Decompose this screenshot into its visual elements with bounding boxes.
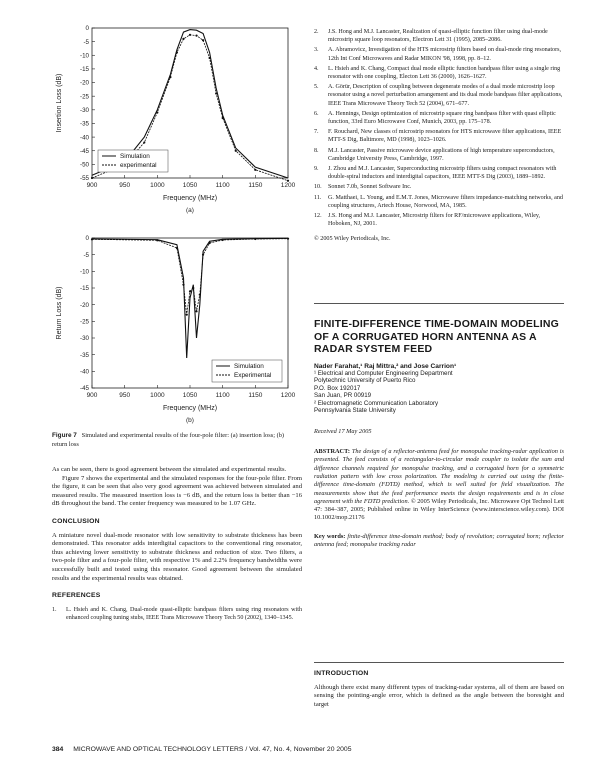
data-point: [156, 239, 158, 241]
y-axis-label: Insertion Loss (dB): [56, 73, 63, 133]
data-point: [195, 35, 197, 37]
paragraph: Although there exist many different types of tracking-radar systems, all of them are based on sensing the pointing-angle error, which is defined as the angle between the boresight and target: [314, 683, 564, 708]
data-point: [209, 57, 211, 59]
y-axis-label: Return Loss (dB): [56, 286, 63, 340]
y-tick-label: -50: [80, 161, 89, 169]
reference-number: 3.: [314, 47, 319, 54]
affiliation-line: Pennsylvania State University: [314, 407, 396, 415]
keywords: [314, 533, 564, 550]
data-point: [202, 39, 204, 41]
y-tick-label: -45: [80, 385, 89, 393]
data-point: [195, 310, 197, 312]
y-tick-label: -30: [80, 107, 89, 115]
reference-number: 10.: [314, 184, 322, 191]
section-heading-conclusion: CONCLUSION: [52, 517, 100, 525]
data-point: [182, 38, 184, 40]
reference-item: [314, 110, 564, 126]
y-tick-label: -5: [83, 251, 89, 259]
reference-number: 1.: [52, 606, 57, 613]
reference-item: [314, 46, 564, 62]
data-point: [192, 287, 194, 289]
x-tick-label: 1150: [248, 392, 263, 399]
data-point: [202, 254, 204, 256]
reference-text: G. Matthaei, L. Young, and E.M.T. Jones, Microwave filters impedance-matching networks, and coupling structures, Artech House, Norwood, MA, 1985.: [328, 194, 563, 209]
abstract-label: ABSTRACT:: [314, 448, 350, 456]
chart-return-loss: [52, 224, 302, 429]
received-date: Received 17 May 2005: [314, 428, 372, 436]
reference-item: [314, 165, 564, 181]
data-point: [176, 247, 178, 249]
keywords-divider: [314, 662, 564, 663]
copyright-line: © 2005 Wiley Periodicals, Inc.: [314, 235, 391, 243]
affiliation-line: ² Electromagnetic Communication Laboratory: [314, 399, 439, 407]
figure-caption: [52, 432, 300, 449]
legend-entry: Simulation: [120, 153, 150, 160]
affiliation-line: Polytechnic University of Puerto Rico: [314, 377, 416, 385]
y-tick-label: -35: [80, 120, 89, 128]
y-tick-label: -5: [83, 38, 89, 46]
x-tick-label: 1150: [248, 182, 263, 189]
abstract-citation: © 2005 Wiley Periodicals, Inc. Microwave Opt Technol Lett 47: 384–387, 2005; Published online in Wiley InterScience (www.interscience.wiley.com). DOI 10.1002/mop.21176: [314, 497, 564, 522]
reference-item: [314, 28, 564, 44]
y-tick-label: -20: [80, 301, 89, 309]
data-point: [189, 290, 191, 292]
x-tick-label: 1050: [182, 392, 198, 399]
section-heading-introduction: INTRODUCTION: [314, 670, 369, 677]
x-tick-label: 1200: [280, 392, 296, 399]
article-title: FINITE-DIFFERENCE TIME-DOMAIN MODELING OF A CORRUGATED HORN ANTENNA AS A RADAR SYSTEM FEED: [314, 318, 560, 355]
data-point: [287, 180, 289, 182]
introduction: [314, 670, 564, 709]
caption-text: Simulated and experimental results of the four-pole filter: (a) insertion loss; (b) return loss: [52, 432, 285, 448]
reference-item: [314, 183, 564, 191]
data-point: [222, 239, 224, 241]
affiliation-1: [314, 370, 564, 400]
reference-number: 9.: [314, 166, 319, 173]
x-tick-label: 950: [119, 182, 131, 189]
page-number: 384: [52, 746, 64, 753]
affiliation-line: San Juan, PR 00919: [314, 392, 372, 400]
x-tick-label: 900: [86, 182, 98, 189]
reference-list: [52, 606, 302, 622]
y-tick-label: -15: [80, 66, 89, 74]
affiliation-line: ¹ Electrical and Computer Engineering Department: [314, 369, 453, 377]
data-point: [235, 150, 237, 152]
panel-label: (a): [186, 207, 194, 214]
reference-text: A. Abramovicz, Investigation of the HTS microstrip filters based on dual-mode ring resonators, 12th Int Conf Microwaves and Radar MIKON '98, 1998, pp. 8–12.: [328, 47, 562, 62]
reference-text: F. Rouchard, New classes of microstrip resonators for HTS microwave filter applications, IEEE MTT-S Dig, Baltimore, MD (1998), 1023–1026.: [328, 129, 562, 144]
reference-number: 7.: [314, 129, 319, 136]
legend-entry: experimental: [120, 162, 157, 169]
reference-text: J. Zhou and M.J. Lancaster, Superconducting microstrip filters using compact resonators with double-spiral inductors and interdigital capacitors, IEEE MTT-S Dig (2003), 1889–1892.: [328, 166, 557, 181]
data-point: [176, 51, 178, 53]
reference-text: L. Hsieh and K. Chang, Dual-mode quasi-elliptic bandpass filters using ring resonators with enhanced coupling tuning stubs, IEEE Trans Microwave Theory Tech 50 (2002), 1340–1345.: [66, 606, 302, 621]
data-point: [189, 34, 191, 36]
y-tick-label: 0: [85, 25, 89, 33]
y-tick-label: -15: [80, 285, 89, 293]
caption-label: Figure 7: [52, 432, 77, 439]
data-point: [215, 92, 217, 94]
panel-label: (b): [186, 417, 194, 424]
keywords-text: finite-difference time-domain method; body of revolution; corrugated horn; reflector antenna feed; monopulse tracking radar: [314, 532, 565, 549]
reference-number: 6.: [314, 110, 319, 117]
reference-text: M.J. Lancaster, Passive microwave device applications of high temperature superconductors, Cambridge University Press, Cambridge, 1997.: [328, 147, 555, 162]
keywords-label: Key words:: [314, 532, 346, 540]
section-heading-references: REFERENCES: [52, 592, 101, 600]
article-divider: [314, 303, 564, 304]
reference-item: [314, 83, 564, 108]
reference-item: [314, 194, 564, 210]
reference-item: [314, 212, 564, 228]
y-tick-label: 0: [85, 235, 89, 243]
x-tick-label: 1100: [215, 182, 230, 189]
data-point: [254, 169, 256, 171]
data-point: [186, 314, 188, 316]
reference-number: 8.: [314, 147, 319, 154]
reference-number: 4.: [314, 65, 319, 72]
abstract-body: The design of a reflector-antenna feed for monopulse tracking-radar application is presented. The feed consists of a rectangular-to-circular mode coupler to isolate the sum and difference channels required for monopulse tracking, and a corrugated horn for a symmetric radiation pattern with low cross polarization. The modeling is carried out using the finite-difference time-domain (FDTD) method, which is well suited for field visualization. The measurements show that the feed performance meets the design requirements and is in close agreement with the FDTD prediction.: [314, 448, 565, 505]
data-point: [91, 177, 93, 179]
figure-7: [52, 14, 302, 429]
reference-text: A. Hennings, Design optimization of microstrip square ring bandpass filter with quasi elliptic function, 33rd Euro Microwave Conf, Munich, 2003, pp. 175–178.: [328, 110, 556, 126]
data-point: [143, 141, 145, 143]
reference-text: A. Görür, Description of coupling between degenerate modes of a dual mode microstrip loop resonator using a novel perturbation arrangement and its dual mode bandpass filter applications, IEEE Trans Microwave Theory Tech 52 (2004), 671–677.: [328, 84, 563, 107]
reference-text: J.S. Hong and M.J. Lancaster, Microstrip filters for RF/microwave applications, Wiley, Hoboken, NJ, 2001.: [328, 213, 541, 228]
reference-item: [314, 65, 564, 81]
y-tick-label: -55: [80, 175, 89, 183]
paragraph: A miniature novel dual-mode resonator with low sensitivity to substrate thickness has been demonstrated. This resonator adds interdigital capacitors to the conventional ring resonator, thus achieving lower sensitivity to substrate thickness and reduction of size. Two filters, a two-pole filter and a four-pole filter, with respective 1% and 2.2% frequency bandwidths were successfully built and tested using this resonator. Good agreement between the simulated results and the experimental results was obtained.: [52, 531, 302, 582]
reference-number: 11.: [314, 194, 322, 201]
y-tick-label: -10: [80, 52, 89, 60]
reference-item: [314, 147, 564, 163]
legend-entry: Simulation: [234, 363, 264, 370]
data-point: [254, 238, 256, 240]
y-tick-label: -40: [80, 134, 89, 142]
x-tick-label: 950: [119, 392, 131, 399]
y-tick-label: -45: [80, 147, 89, 155]
reference-text: L. Hsieh and K. Chang, Compact dual mode elliptic function bandpass filter using a single ring resonator with one coupling, Electon Lett 36 (2000), 1626–1627.: [328, 65, 561, 81]
reference-number: 12.: [314, 213, 322, 220]
y-tick-label: -30: [80, 335, 89, 343]
left-column: [52, 466, 302, 624]
reference-item: [314, 128, 564, 144]
right-column: [314, 28, 564, 242]
y-tick-label: -25: [80, 318, 89, 326]
x-tick-label: 1200: [280, 182, 296, 189]
paragraph: Figure 7 shows the experimental and the simulated responses for the four-pole filter. From the figure, it can be seen that also very good agreement was achieved between simulated and measured results. The measured insertion loss is −6 dB, and the return loss is better than −16 dB throughout the band. The center frequency was measured to be 1.07 GHz.: [52, 474, 302, 508]
data-point: [91, 238, 93, 240]
reference-text: Sonnet 7.0b, Sonnet Software Inc.: [328, 184, 412, 191]
reference-number: 5.: [314, 84, 319, 91]
y-tick-label: -20: [80, 79, 89, 87]
y-tick-label: -25: [80, 93, 89, 101]
x-tick-label: 900: [86, 392, 98, 399]
author-list: Nader Farahat,¹ Raj Mittra,² and Jose Carrion¹: [314, 362, 457, 370]
x-tick-label: 1050: [182, 182, 198, 189]
reference-list: [314, 28, 564, 228]
x-tick-label: 1000: [150, 392, 165, 399]
data-point: [209, 242, 211, 244]
y-tick-label: -40: [80, 368, 89, 376]
reference-text: J.S. Hong and M.J. Lancaster, Realization of quasi-elliptic function filter using dual-mode microstrip square loop resonators, Electron Lett 31 (1995), 2085–2086.: [328, 29, 548, 44]
affiliation-2: [314, 400, 564, 415]
x-tick-label: 1000: [150, 182, 165, 189]
paragraph: As can be seen, there is good agreement between the simulated and experimental results.: [52, 466, 287, 473]
y-tick-label: -10: [80, 268, 89, 276]
reference-item: [52, 606, 302, 622]
legend-entry: Experimental: [234, 372, 272, 379]
chart-insertion-loss: [52, 14, 302, 219]
abstract: [314, 448, 564, 523]
x-axis-label: Frequency (MHz): [162, 405, 218, 412]
data-point: [287, 238, 289, 240]
article-header: [314, 318, 564, 549]
x-tick-label: 1100: [215, 392, 230, 399]
data-point: [169, 76, 171, 78]
data-point: [199, 294, 201, 296]
affiliation-line: P.O. Box 192017: [314, 384, 361, 392]
journal-citation: MICROWAVE AND OPTICAL TECHNOLOGY LETTERS / Vol. 47, No. 4, November 20 2005: [73, 746, 352, 753]
reference-number: 2.: [314, 29, 319, 35]
x-axis-label: Frequency (MHz): [162, 195, 218, 202]
data-point: [222, 117, 224, 119]
page-footer: [52, 746, 572, 753]
y-tick-label: -35: [80, 351, 89, 359]
data-point: [156, 111, 158, 113]
data-point: [182, 284, 184, 286]
series-line-simulation: [92, 238, 288, 358]
